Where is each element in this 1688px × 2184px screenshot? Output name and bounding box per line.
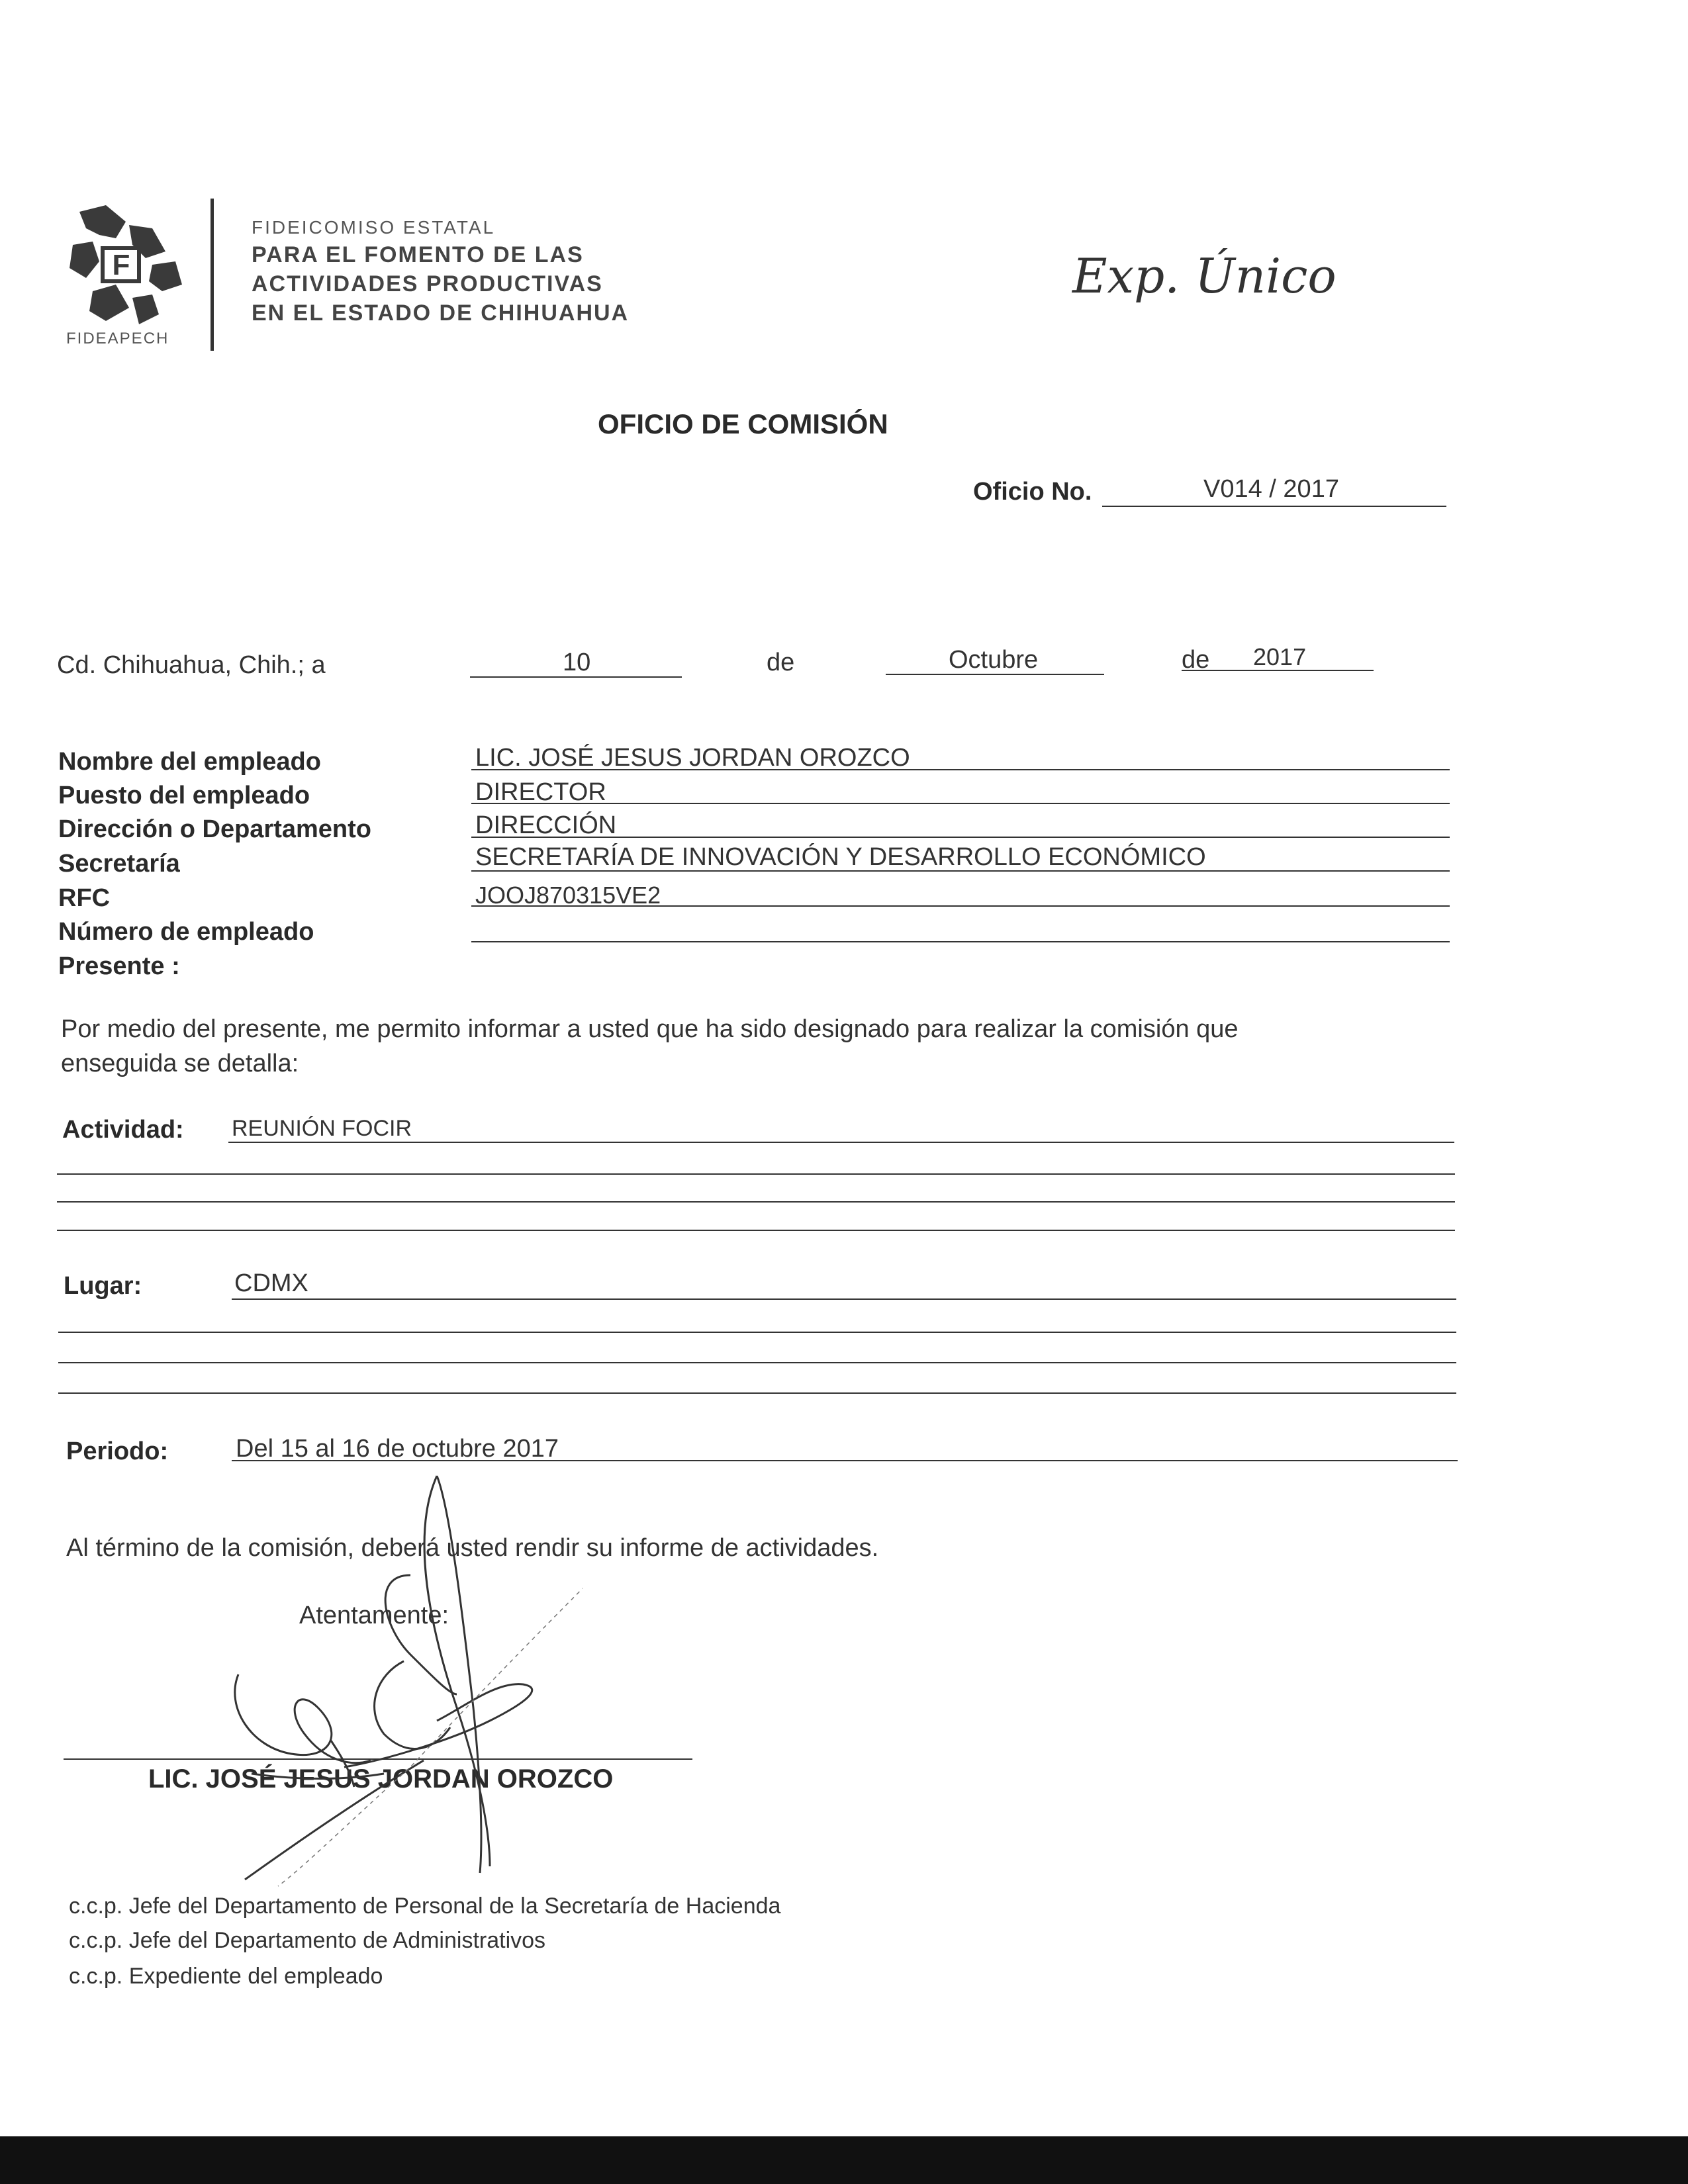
org-name-line1: FIDEICOMISO ESTATAL [252,217,496,238]
employee-rfc-underline [471,905,1450,907]
closing-text: Al término de la comisión, deberá usted rendir su informe de actividades. [66,1534,879,1562]
cc-item-2: c.c.p. Jefe del Departamento de Administrativos [69,1928,546,1953]
place-extra-line-3 [58,1392,1456,1394]
fideapech-emblem-icon [53,199,192,331]
fideapech-logo [53,199,192,351]
cc-item-1: c.c.p. Jefe del Departamento de Personal de la Secretaría de Hacienda [69,1893,781,1919]
presente-label: Presente : [58,952,180,980]
date-de-1: de [767,649,795,676]
date-year-underline [1182,670,1374,671]
employee-rfc-label: RFC [58,884,111,912]
logo-caption: FIDEAPECH [66,330,169,347]
employee-position-value: DIRECTOR [475,778,606,806]
date-day-underline [470,676,682,678]
regards-text: Atentamente: [299,1602,449,1629]
oficio-label: Oficio No. [973,478,1092,506]
org-name-line4: EN EL ESTADO DE CHIHUAHUA [252,300,630,326]
org-name-line2: PARA EL FOMENTO DE LAS [252,242,584,267]
employee-department-underline [471,837,1450,838]
employee-department-label: Dirección o Departamento [58,815,371,843]
date-day: 10 [563,649,591,676]
place-extra-line-2 [58,1362,1456,1363]
employee-secretaria-value: SECRETARÍA DE INNOVACIÓN Y DESARROLLO ECONÓMICO [475,843,1206,871]
intro-line-1: Por medio del presente, me permito informar a usted que ha sido designado para realizar la comisión que [61,1015,1239,1043]
date-year: 2017 [1253,643,1307,670]
date-month: Octubre [949,646,1039,674]
period-label: Periodo: [66,1437,169,1465]
activity-value: REUNIÓN FOCIR [232,1116,412,1141]
org-name-line3: ACTIVIDADES PRODUCTIVAS [252,271,603,296]
date-month-underline [886,674,1104,675]
employee-position-underline [471,803,1450,804]
scan-bottom-edge [0,2136,1688,2184]
employee-name-label: Nombre del empleado [58,748,321,776]
activity-label: Actividad: [62,1116,184,1144]
employee-number-label: Número de empleado [58,918,314,946]
employee-department-value: DIRECCIÓN [475,811,617,839]
oficio-underline [1102,506,1446,507]
activity-extra-line-3 [57,1230,1455,1231]
cc-item-3: c.c.p. Expediente del empleado [69,1964,383,1989]
oficio-number: V014 / 2017 [1203,475,1339,503]
activity-extra-line-1 [57,1173,1455,1175]
employee-secretaria-label: Secretaría [58,850,180,878]
activity-underline [228,1142,1454,1143]
handwritten-signature [212,1456,583,1893]
employee-number-underline [471,941,1450,942]
handwritten-note: Exp. Único [1072,248,1336,304]
employee-name-underline [471,769,1450,770]
employee-rfc-value: JOOJ870315VE2 [475,882,661,909]
place-label: Lugar: [64,1272,142,1300]
place-value: CDMX [234,1269,308,1297]
employee-position-label: Puesto del empleado [58,782,310,809]
date-de-2: de [1182,646,1210,674]
activity-extra-line-2 [57,1201,1455,1203]
place-extra-line-1 [58,1332,1456,1333]
period-value: Del 15 al 16 de octubre 2017 [236,1435,559,1463]
employee-secretaria-underline [471,870,1450,872]
employee-name-value: LIC. JOSÉ JESUS JORDAN OROZCO [475,744,910,772]
date-city: Cd. Chihuahua, Chih.; a [57,651,326,679]
place-underline [232,1298,1456,1300]
header-divider [211,199,214,351]
document-title: OFICIO DE COMISIÓN [598,408,888,439]
signature-name: LIC. JOSÉ JESUS JORDAN OROZCO [148,1764,614,1794]
svg-text:F: F [112,249,130,281]
intro-line-2: enseguida se detalla: [61,1050,299,1077]
